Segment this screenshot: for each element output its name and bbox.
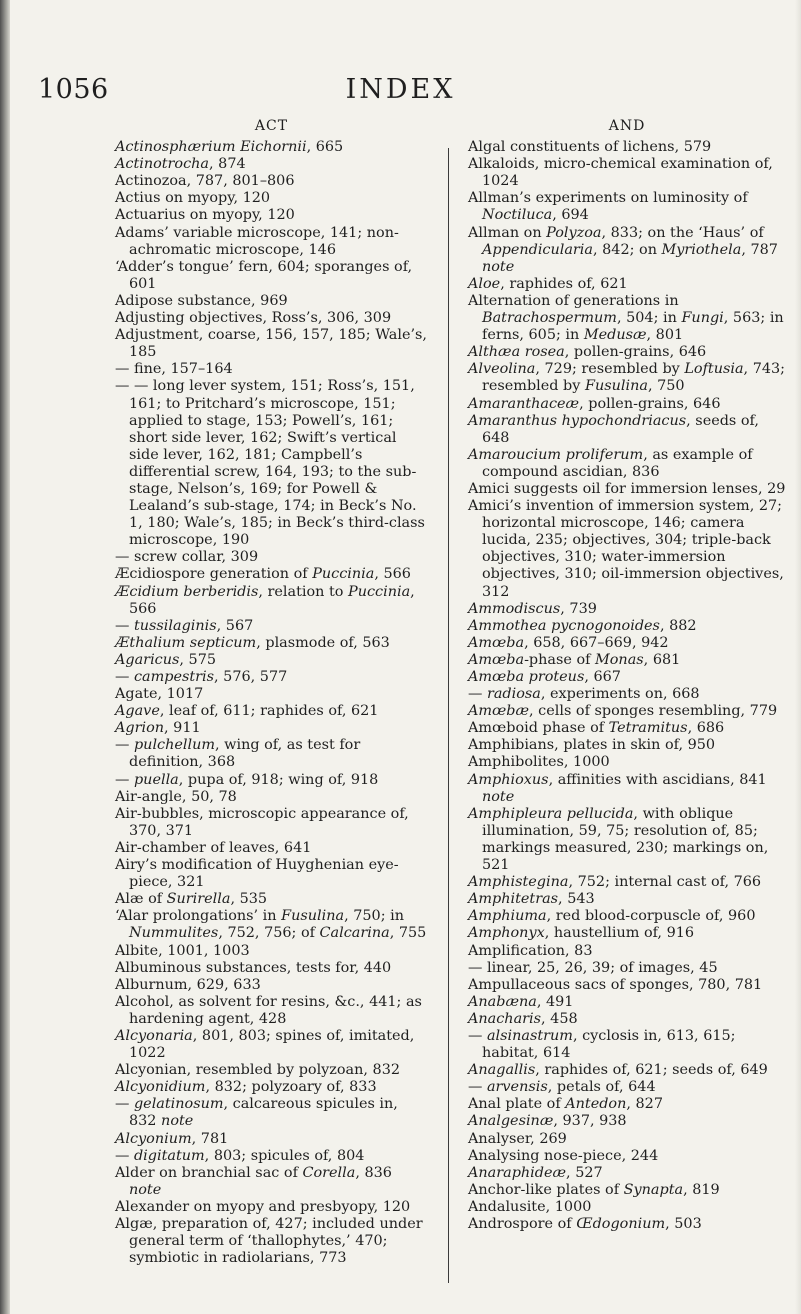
index-entry: ‘Adder’s tongue’ fern, 604; sporanges of, 601: [115, 258, 413, 292]
index-entry: Aloe, raphides of, 621: [468, 275, 628, 292]
index-entry: Alexander on myopy and presbyopy, 120: [115, 1198, 411, 1215]
column-divider: [448, 148, 449, 1283]
index-column-right: [468, 118, 786, 1233]
index-entry: ‘Alar prolongations’ in Fusulina, 750; in Nummulites, 752, 756; of Calcarina, 755: [115, 908, 427, 942]
index-entry: Alcohol, as solvent for resins, &c., 441; as hardening agent, 428: [115, 993, 422, 1027]
index-entry: Alæ of Surirella, 535: [115, 891, 268, 908]
index-entry: Algal constituents of lichens, 579: [468, 139, 712, 156]
index-entry: Alcyonian, resembled by polyzoan, 832: [115, 1062, 401, 1079]
index-entry: Amphibolites, 1000: [468, 754, 610, 771]
index-entry: Amphistegina, 752; internal cast of, 766: [468, 874, 762, 891]
index-entry: — radiosa, experiments on, 668: [468, 686, 700, 703]
index-entry: Æcidium berberidis, relation to Puccinia, 566: [115, 583, 415, 617]
index-entry: Andalusite, 1000: [468, 1198, 592, 1215]
index-entry: — puella, pupa of, 918; wing of, 918: [115, 771, 379, 788]
index-entry: Agave, leaf of, 611; raphides of, 621: [115, 703, 379, 720]
index-entry: Alcyonidium, 832; polyzoary of, 833: [115, 1079, 377, 1096]
index-entry: Adjustment, coarse, 156, 157, 185; Wale’s, 185: [115, 327, 427, 361]
index-entry: Amœba, 658, 667–669, 942: [468, 634, 669, 651]
book-spine-shadow: [0, 0, 10, 1314]
index-entry: Amphioxus, affinities with ascidians, 841 note: [468, 771, 767, 805]
index-entry: — digitatum, 803; spicules of, 804: [115, 1147, 365, 1164]
index-entry: Agaricus, 575: [115, 651, 217, 668]
index-entry: Amœboid phase of Tetramitus, 686: [468, 720, 725, 737]
index-entry: — campestris, 576, 577: [115, 669, 288, 685]
index-entry: Adams’ variable microscope, 141; non-achromatic microscope, 146: [115, 224, 399, 258]
index-entry: — tussilaginis, 567: [115, 617, 254, 634]
index-entry: Alkaloids, micro-chemical examination of, 1024: [468, 156, 773, 190]
index-entry: Analgesinæ, 937, 938: [468, 1113, 627, 1130]
index-entry: Althæa rosea, pollen-grains, 646: [468, 344, 707, 361]
index-entries-right: [468, 139, 786, 1233]
index-entry: Actinozoa, 787, 801–806: [115, 173, 295, 190]
index-entry: — pulchellum, wing of, as test for definition, 368: [115, 737, 361, 771]
index-entry: Analysing nose-piece, 244: [468, 1147, 659, 1164]
running-head: INDEX: [345, 74, 456, 105]
index-entry: Albite, 1001, 1003: [115, 942, 250, 959]
index-entry: Algæ, preparation of, 427; included under general term of ‘thallophytes,’ 470; symbiotic in radiolarians, 773: [115, 1216, 423, 1267]
index-entry: Amœba proteus, 667: [468, 669, 621, 685]
index-entry: Alder on branchial sac of Corella, 836 note: [115, 1164, 392, 1198]
index-entry: Amphibians, plates in skin of, 950: [468, 737, 716, 754]
index-column-left: [115, 118, 428, 1267]
index-entry: Amphipleura pellucida, with oblique illumination, 59, 75; resolution of, 85; markings measured, 230; markings on, 521: [468, 805, 769, 874]
index-entry: Actinosphærium Eichornii, 665: [115, 139, 344, 156]
index-entry: Analyser, 269: [468, 1130, 567, 1147]
index-entry: Anabæna, 491: [468, 993, 574, 1010]
index-entry: Anagallis, raphides of, 621; seeds of, 649: [468, 1062, 768, 1079]
index-entry: Æthalium septicum, plasmode of, 563: [115, 634, 390, 651]
index-entry: Ampullaceous sacs of sponges, 780, 781: [468, 976, 763, 993]
index-entry: Androspore of Œdogonium, 503: [468, 1216, 702, 1232]
index-entry: Alveolina, 729; resembled by Loftusia, 743; resembled by Fusulina, 750: [468, 361, 786, 395]
index-entry: Actinotrocha, 874: [115, 156, 246, 173]
column-guide-word-left: ACT: [254, 118, 289, 134]
index-entry: Actuarius on myopy, 120: [115, 207, 295, 224]
index-entry: Adipose substance, 969: [115, 292, 288, 309]
index-entry: Amaranthus hypochondriacus, seeds of, 648: [468, 412, 759, 446]
index-entry: Agate, 1017: [115, 686, 204, 703]
index-entry: — — long lever system, 151; Ross’s, 151, 161; to Pritchard’s microscope, 151; applied to stage, 153; Powell’s, 161; short side lever, 162; Swift’s vertical side lever, 162, 181; Campbell’s differential screw, 164, 193; to the sub-stage, Nelson’s, 169; for Powell & Lealand’s sub-stage, 174; in Beck’s No. 1, 180; Wale’s, 185; in Beck’s third-class microscope, 190: [115, 378, 425, 549]
index-entry: — fine, 157–164: [115, 361, 233, 378]
index-entry: — screw collar, 309: [115, 549, 259, 566]
index-entry: Airy’s modification of Huyghenian eye-piece, 321: [115, 857, 399, 891]
index-entry: Amphonyx, haustellium of, 916: [468, 925, 695, 942]
index-entry: Air-chamber of leaves, 641: [115, 839, 312, 856]
index-entry: Amaroucium proliferum, as example of compound ascidian, 836: [468, 446, 753, 480]
index-entry: Anaraphideæ, 527: [468, 1164, 603, 1181]
index-entry: Anal plate of Antedon, 827: [468, 1096, 663, 1113]
index-entry: — gelatinosum, calcareous spicules in, 832 note: [115, 1096, 398, 1130]
index-entry: Amœbæ, cells of sponges resembling, 779: [468, 703, 778, 720]
index-entry: Actius on myopy, 120: [115, 190, 271, 207]
index-entry: Ammothea pycnogonoides, 882: [468, 617, 697, 634]
index-entry: Amplification, 83: [468, 942, 593, 959]
index-entry: Alternation of generations in Batrachospermum, 504; in Fungi, 563; in ferns, 605; in Medusæ, 801: [468, 292, 784, 344]
column-guide-word-right: AND: [608, 118, 646, 134]
index-entry: — linear, 25, 26, 39; of images, 45: [468, 959, 718, 976]
index-entry: Anacharis, 458: [468, 1010, 578, 1027]
index-entry: Amici suggests oil for immersion lenses, 29: [468, 480, 786, 497]
index-entry: — arvensis, petals of, 644: [468, 1079, 656, 1096]
index-entry: Alburnum, 629, 633: [115, 976, 261, 993]
page-edge: [795, 0, 801, 1314]
index-entry: Adjusting objectives, Ross’s, 306, 309: [115, 310, 392, 327]
index-entry: Agrion, 911: [115, 720, 201, 737]
index-entry: Allman on Polyzoa, 833; on the ‘Haus’ of Appendicularia, 842; on Myriothela, 787 note: [468, 224, 778, 275]
index-entry: Anchor-like plates of Synapta, 819: [468, 1181, 720, 1198]
index-entry: Air-bubbles, microscopic appearance of, 370, 371: [115, 805, 409, 839]
index-entry: Amaranthaceæ, pollen-grains, 646: [468, 395, 721, 412]
index-entry: Alcyonaria, 801, 803; spines of, imitated, 1022: [115, 1027, 415, 1062]
index-entry: — alsinastrum, cyclosis in, 613, 615; habitat, 614: [468, 1027, 736, 1062]
index-entry: Amœba-phase of Monas, 681: [468, 651, 681, 668]
page-number: 1056: [38, 74, 109, 105]
index-entry: Allman’s experiments on luminosity of Noctiluca, 694: [468, 190, 748, 224]
index-entry: Amici’s invention of immersion system, 27; horizontal microscope, 146; camera lucida, 235; objectives, 304; triple-back objectives, 310; water-immersion objectives, 310; oil-immersion objectives, 312: [468, 498, 784, 600]
index-entry: Æcidiospore generation of Puccinia, 566: [115, 566, 411, 583]
index-entry: Albuminous substances, tests for, 440: [115, 959, 392, 976]
index-entries-left: [115, 139, 428, 1267]
index-entry: Amphitetras, 543: [468, 891, 595, 908]
index-entry: Ammodiscus, 739: [468, 600, 597, 617]
index-entry: Air-angle, 50, 78: [115, 788, 237, 805]
index-entry: Alcyonium, 781: [115, 1130, 229, 1147]
index-entry: Amphiuma, red blood-corpuscle of, 960: [468, 908, 756, 925]
